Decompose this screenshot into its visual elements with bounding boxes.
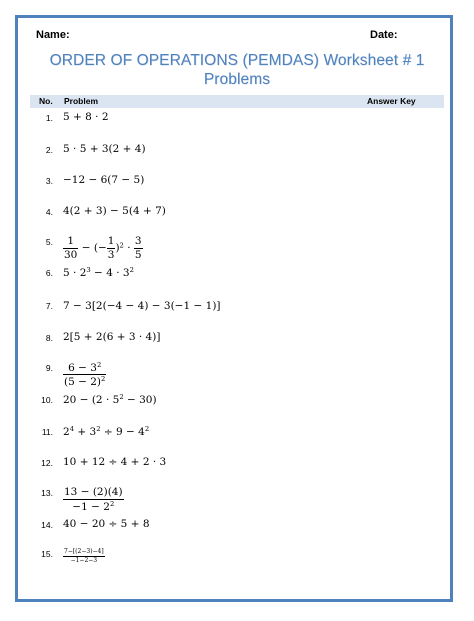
column-header-row [30,95,444,108]
problem-expression: 4(2 + 3) − 5(4 + 7) [63,205,166,217]
problem-number: 5. [45,237,53,247]
problem-number: 12. [41,458,53,468]
date-label: Date: [370,29,398,41]
worksheet-title: ORDER OF OPERATIONS (PEMDAS) Worksheet # 1 [49,52,425,69]
problem-expression: 40 − 20 ÷ 5 + 8 [63,518,150,530]
column-no: No. [39,96,53,106]
problem-expression [63,549,105,564]
problem-number: 7. [45,301,53,311]
problem-expression: $\frac{1}{30}$ − (− $\frac{1}{3}$ )$^2$ · $\frac{3}{5}$ [64,235,142,261]
problem-number: 3. [45,176,53,186]
fraction: $\frac{1}{3}$ [107,235,115,261]
problem-number: 15. [41,549,53,559]
fraction: $\frac{13 - (2)(4)}{-1 - 2^2}$ [64,486,123,513]
problem-expression: 5 + 8 · 2 [63,111,109,123]
problem-expression: 10 + 12 ÷ 4 + 2 · 3 [63,456,167,468]
problem-expression: −12 − 6(7 − 5) [63,174,145,186]
problem-number: 9. [45,363,53,373]
fraction: $\frac{7-[(2-3)-4]}{-1-2-3}$ [64,548,104,564]
problem-number: 8. [45,333,53,343]
problem-number: 6. [45,268,53,278]
problem-number: 1. [45,113,53,123]
fraction: $\frac{1}{30}$ [64,235,78,261]
problem-number: 4. [45,207,53,217]
problem-number: 13. [41,488,53,498]
column-problem: Problem [64,96,99,106]
fraction: $\frac{3}{5}$ [134,235,142,261]
problem-number: 14. [41,520,53,530]
problem-expression [63,487,124,512]
problem-number: 11. [41,427,53,437]
problem-expression [63,362,106,388]
column-answer-key: Answer Key [367,96,416,106]
problem-expression: 5 · 5 + 3(2 + 4) [63,143,146,155]
problem-number: 2. [45,145,53,155]
fraction: $\frac{6 - 3^2}{(5 - 2)^2}$ [64,361,106,388]
problem-expression: $5 \cdot 2^3 - 4 \cdot 3^2$ [63,266,134,279]
problem-expression: 7 − 3[2(−4 − 4) − 3(−1 − 1)] [63,300,221,312]
problem-expression: $2^4 + 3^2 \div 9 - 4^2$ [63,425,150,438]
problem-expression: 2[5 + 2(6 + 3 · 4)] [63,331,161,343]
name-label: Name: [36,29,70,41]
problem-expression: $20 - (2 \cdot 5^2 - 30)$ [63,393,157,406]
problem-number: 10. [41,395,53,405]
worksheet-subtitle: Problems [203,71,271,88]
